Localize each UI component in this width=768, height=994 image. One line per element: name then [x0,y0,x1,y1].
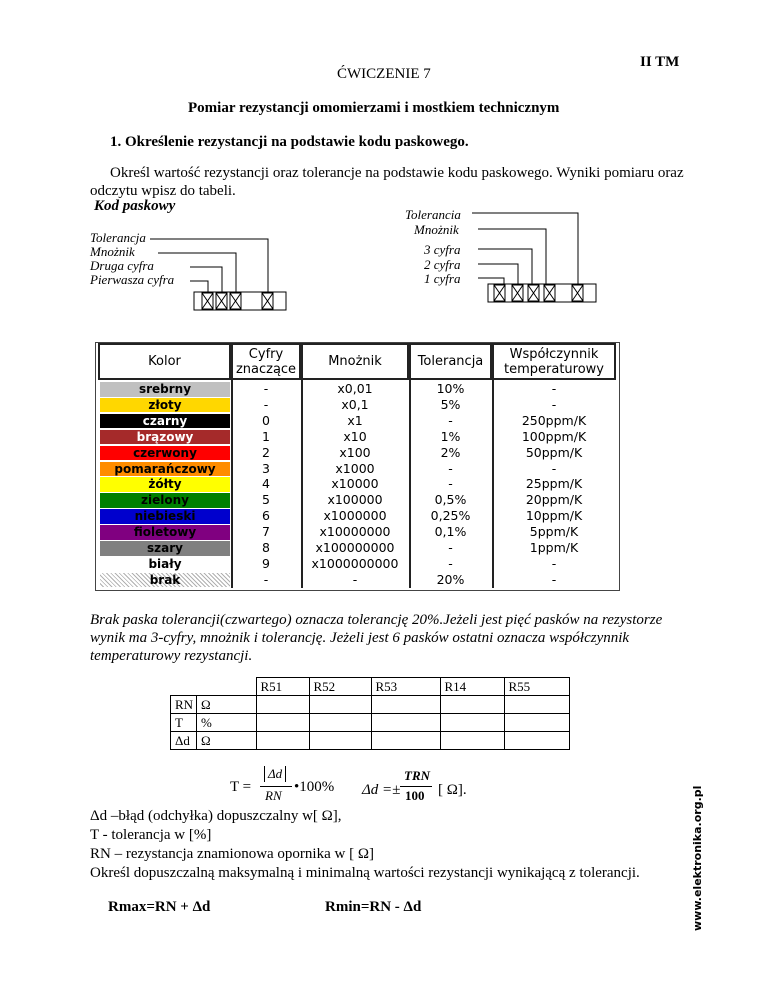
cell-tolerance: - [448,476,453,492]
cell-digit: 7 [262,524,270,540]
color-swatch-4: czerwony [100,446,230,461]
cell-multiplier: x10000 [331,476,379,492]
band5-label-second-digit: 2 cyfra [424,257,461,272]
band-4-1 [202,293,213,309]
cell-tolerance: - [448,460,453,476]
cell-tempco: 20ppm/K [525,492,583,508]
band4-label-second-digit: Druga cyfra [90,258,154,273]
cell-digit: 0 [262,412,270,428]
empty-cell [171,678,197,696]
definition-delta: Δd –błąd (odchyłka) dopuszczalny w[ Ω], [90,808,342,824]
band-4-2 [216,293,227,309]
cell-multiplier: x100 [339,444,371,460]
cell-tempco: - [551,460,557,476]
value-cell[interactable] [309,714,371,732]
cell-multiplier: x1 [347,412,363,428]
column-header-r55: R55 [504,678,569,696]
watermark-text: www.elektronika.org.pl [691,785,704,931]
band5-label-tolerance: Tolerancia [405,207,461,222]
cell-digit: - [263,381,269,396]
band-5-1 [494,285,505,301]
formula-d-unit: [ Ω]. [438,782,467,798]
cell-digit: - [263,396,269,412]
cell-tempco: - [551,381,557,396]
header-tolerance: Tolerancja [409,343,492,380]
formula-t-numerator: Δd [264,766,286,782]
topic-title: Pomiar rezystancji omomierzami i mostkiem technicznym [188,100,560,116]
cell-tolerance: 1% [440,428,461,444]
column-header-r51: R51 [256,678,309,696]
value-cell[interactable] [371,696,440,714]
band-5-4 [544,285,555,301]
fraction-bar [400,786,432,787]
color-swatch-9: fioletowy [100,525,230,540]
band-5-2 [512,285,523,301]
cell-tempco: 50ppm/K [525,444,583,460]
results-row-delta [171,732,570,750]
cell-digit: 8 [262,540,270,555]
value-cell[interactable] [256,714,309,732]
cell-tolerance: 20% [436,571,465,587]
value-cell[interactable] [504,732,569,750]
cell-digit: 6 [262,508,270,524]
color-swatch-8: niebieski [100,509,230,524]
cell-digit: 3 [262,460,270,476]
cell-tempco: 25ppm/K [525,476,583,492]
row-unit: Ω [197,696,257,714]
band5-label-multiplier: Mnożnik [414,222,459,237]
band4-label-first-digit: Pierwasza cyfra [90,272,175,287]
cell-tolerance: 2% [440,444,461,460]
resistor-5band-svg [460,204,610,308]
value-cell[interactable] [504,696,569,714]
class-label: II TM [640,54,680,70]
cell-digit: 5 [262,492,270,508]
cell-digit: 4 [262,476,270,492]
band5-label-first-digit: 1 cyfra [424,271,461,286]
definition-t: T - tolerancja w [%] [90,827,212,843]
cell-digit: 2 [262,444,270,460]
header-digits: Cyfry znaczące [231,343,301,380]
cell-tolerance: - [448,412,453,428]
color-swatch-7: zielony [100,493,230,508]
color-swatch-2: czarny [100,414,230,429]
instruction-min-max: Określ dopuszczalną maksymalną i minimalną wartości rezystancji wynikającą z tolerancji. [90,865,640,881]
value-cell[interactable] [309,696,371,714]
exercise-title: ĆWICZENIE 7 [337,66,431,82]
color-swatch-11: biały [100,557,230,572]
resistor-4band-svg [150,226,290,316]
subheading-barcode: Kod paskowy [94,198,176,214]
value-cell[interactable] [256,732,309,750]
value-cell[interactable] [371,714,440,732]
color-swatch-6: żółty [100,477,230,492]
cell-tolerance: - [448,540,453,555]
cell-tempco: 5ppm/K [529,524,579,540]
cell-tempco: - [551,571,557,587]
cell-tempco: 1ppm/K [529,540,579,555]
cell-multiplier: x100000 [327,492,383,508]
row-unit: % [197,714,257,732]
cell-multiplier: x1000 [335,460,375,476]
value-cell[interactable] [440,732,504,750]
rmin-formula: Rmin=RN - Δd [325,899,422,915]
value-cell[interactable] [440,714,504,732]
results-table [170,677,570,750]
cell-tolerance: 10% [436,381,465,396]
band-5-3 [528,285,539,301]
value-cell[interactable] [371,732,440,750]
section-heading: 1. Określenie rezystancji na podstawie kodu paskowego. [110,134,469,150]
color-swatch-1: złoty [100,398,230,413]
column-header-r14: R14 [440,678,504,696]
formula-d-denominator: 100 [405,788,425,803]
band-5-5 [572,285,583,301]
note-paragraph: Brak paska tolerancji(czwartego) oznacza tolerancję 20%.Jeżeli jest pięć pasków na rezystorze wynik ma 3-cyfry, mnożnik i tolerancję. Jeżeli jest 6 pasków ostatni oznacza współczynnik temperaturowy rezystancji. [90,612,663,664]
cell-multiplier: x1000000000 [311,555,399,571]
cell-tolerance: - [448,555,453,571]
cell-tolerance: 0,1% [434,524,467,540]
results-row-rn [171,696,570,714]
value-cell[interactable] [504,714,569,732]
cell-multiplier: x0,01 [337,381,373,396]
cell-multiplier: x1000000 [323,508,387,524]
column-header-r52: R52 [309,678,371,696]
results-header-row [171,678,570,696]
cell-tolerance: 5% [440,396,461,412]
header-color: Kolor [98,343,231,380]
column-header-r53: R53 [371,678,440,696]
cell-tempco: - [551,555,557,571]
row-label: Δd [171,732,197,750]
band4-label-tolerance: Tolerancja [90,230,146,245]
cell-multiplier: x0,1 [341,396,369,412]
header-multiplier: Mnożnik [301,343,409,380]
empty-cell [197,678,257,696]
row-label: T [171,714,197,732]
rmax-formula: Rmax=RN + Δd [108,899,211,915]
band-4-4 [262,293,273,309]
color-swatch-0: srebrny [100,382,230,397]
row-label: RN [171,696,197,714]
color-swatch-12: brak [100,573,230,588]
color-swatch-3: brązowy [100,430,230,445]
formula-t-factor: •100% [294,779,335,795]
band4-label-multiplier: Mnożnik [90,244,135,259]
value-cell[interactable] [309,732,371,750]
header-tempco: Współczynnik temperaturowy [492,343,616,380]
cell-tempco: 10ppm/K [525,508,583,524]
cell-tolerance: 0,5% [434,492,467,508]
color-swatch-5: pomarańczowy [100,462,230,477]
cell-multiplier: x100000000 [315,540,395,555]
row-unit: Ω [197,732,257,750]
cell-digit: 1 [262,428,270,444]
cell-tolerance: 0,25% [430,508,471,524]
cell-digit: - [263,571,269,587]
value-cell[interactable] [440,696,504,714]
formula-t-lhs: T = [230,779,252,795]
cell-tempco: 100ppm/K [521,428,587,444]
band-4-3 [230,293,241,309]
formula-t-denominator: RN [265,788,282,803]
formula-d-numerator: TRN [404,768,430,783]
cell-tempco: 250ppm/K [521,412,587,428]
results-row-t [171,714,570,732]
cell-multiplier: - [352,571,358,587]
cell-multiplier: x10 [343,428,367,444]
value-cell[interactable] [256,696,309,714]
intro-paragraph: Określ wartość rezystancji oraz tolerancje na podstawie kodu paskowego. Wyniki pomiaru oraz odczytu wpisz do tabeli. [90,165,684,199]
band5-label-third-digit: 3 cyfra [424,242,461,257]
cell-tempco: - [551,396,557,412]
fraction-bar [260,786,292,787]
color-swatch-10: szary [100,541,230,556]
cell-multiplier: x10000000 [319,524,391,540]
definition-rn: RN – rezystancja znamionowa opornika w [ Ω] [90,846,374,862]
formula-d-lhs: Δd =± [362,782,401,798]
cell-digit: 9 [262,555,270,571]
